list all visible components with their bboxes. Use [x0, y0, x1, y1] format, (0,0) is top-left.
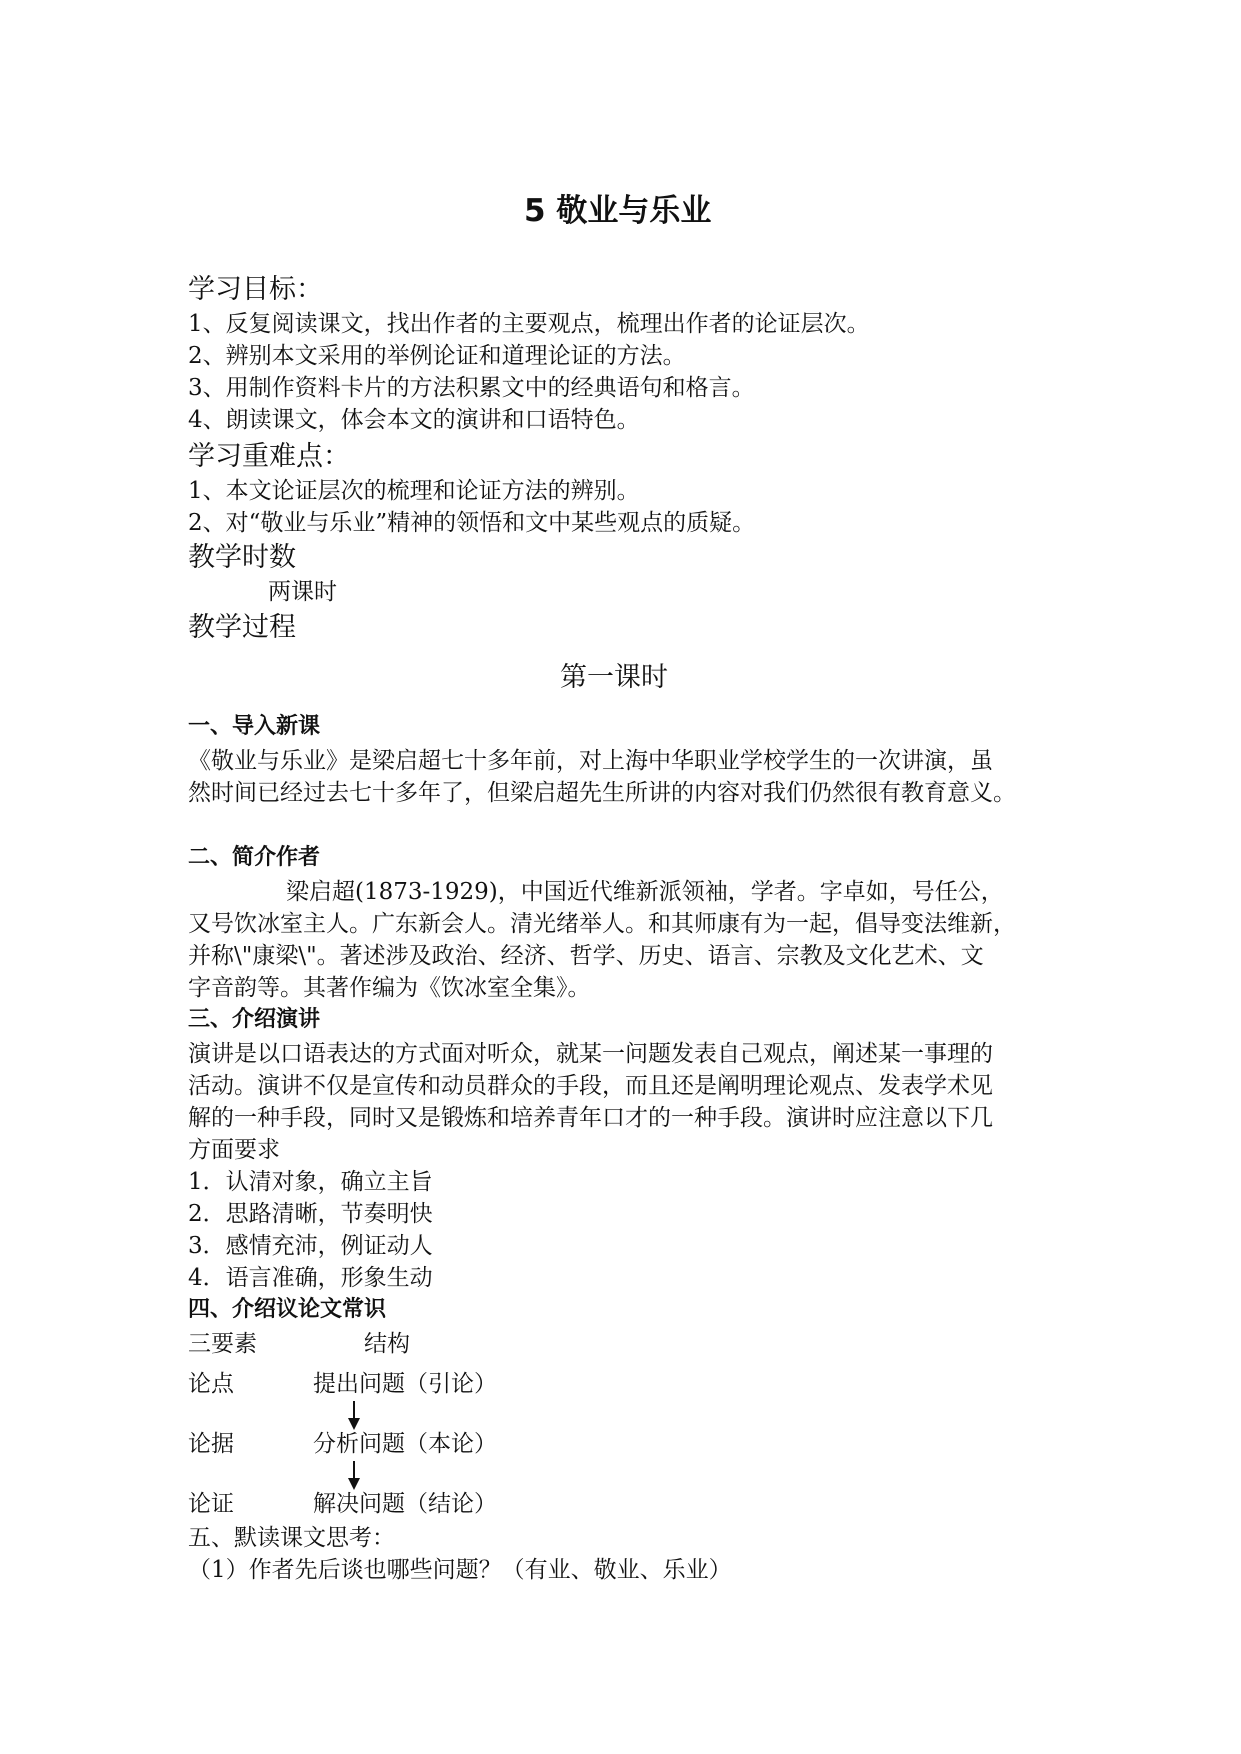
section-heading-speech: 三、介绍演讲	[188, 1007, 321, 1032]
speech-requirement: 4．语言准确，形象生动	[188, 1265, 433, 1291]
hours-heading: 教学时数	[188, 542, 296, 573]
author-line: 并称\"康梁\"。著述涉及政治、经济、哲学、历史、语言、宗教及文化艺术、文	[188, 943, 984, 969]
flow-arrow-down-icon	[348, 1478, 360, 1490]
document-title: 5 敬业与乐业	[524, 193, 712, 229]
intro-line: 《敬业与乐业》是梁启超七十多年前，对上海中华职业学校学生的一次讲演，虽	[188, 748, 993, 774]
author-line: 字音韵等。其著作编为《饮冰室全集》。	[188, 975, 591, 1001]
key-point-item: 2、对“敬业与乐业”精神的领悟和文中某些观点的质疑。	[188, 510, 756, 536]
hours-value: 两课时	[268, 579, 337, 605]
objective-item: 2、辨别本文采用的举例论证和道理论证的方法。	[188, 343, 686, 369]
flow-arrow-shaft	[353, 1401, 355, 1418]
speech-line: 活动。演讲不仅是宣传和动员群众的手段，而且还是阐明理论观点、发表学术见	[188, 1073, 993, 1099]
intro-line: 然时间已经过去七十多年了，但梁启超先生所讲的内容对我们仍然很有教育意义。	[188, 780, 1016, 806]
speech-line: 演讲是以口语表达的方式面对听众，就某一问题发表自己观点，阐述某一事理的	[188, 1041, 993, 1067]
section-heading-intro: 一、导入新课	[188, 714, 321, 739]
speech-requirement: 1．认清对象，确立主旨	[188, 1169, 433, 1195]
reading-question: （1）作者先后谈也哪些问题？（有业、敬业、乐业）	[188, 1557, 732, 1583]
essay-element: 论点	[188, 1371, 234, 1397]
essay-col-header-elements: 三要素	[188, 1331, 257, 1357]
essay-structure: 解决问题（结论）	[313, 1491, 497, 1517]
key-point-item: 1、本文论证层次的梳理和论证方法的辨别。	[188, 478, 640, 504]
lesson-title: 第一课时	[560, 662, 668, 693]
author-line: 梁启超(1873-1929)，中国近代维新派领袖，学者。字卓如，号任公，	[286, 879, 1004, 905]
objectives-heading: 学习目标：	[188, 274, 323, 305]
author-line: 又号饮冰室主人。广东新会人。清光绪举人。和其师康有为一起，倡导变法维新，	[188, 911, 1016, 937]
essay-structure: 分析问题（本论）	[313, 1431, 497, 1457]
objective-item: 3、用制作资料卡片的方法积累文中的经典语句和格言。	[188, 375, 755, 401]
speech-line: 方面要求	[188, 1137, 280, 1163]
flow-arrow-shaft	[353, 1461, 355, 1478]
essay-element: 论证	[188, 1491, 234, 1517]
objective-item: 1、反复阅读课文，找出作者的主要观点，梳理出作者的论证层次。	[188, 311, 870, 337]
essay-col-header-structure: 结构	[364, 1331, 410, 1357]
process-heading: 教学过程	[188, 612, 296, 643]
speech-line: 解的一种手段，同时又是锻炼和培养青年口才的一种手段。演讲时应注意以下几	[188, 1105, 993, 1131]
flow-arrow-down-icon	[348, 1418, 360, 1430]
section-heading-author: 二、简介作者	[188, 845, 321, 870]
section-heading-reading: 五、默读课文思考：	[188, 1525, 395, 1551]
speech-requirement: 3．感情充沛，例证动人	[188, 1233, 433, 1259]
section-heading-essay: 四、介绍议论文常识	[188, 1297, 387, 1322]
speech-requirement: 2．思路清晰，节奏明快	[188, 1201, 433, 1227]
essay-structure: 提出问题（引论）	[313, 1371, 497, 1397]
objective-item: 4、朗读课文，体会本文的演讲和口语特色。	[188, 407, 640, 433]
key-points-heading: 学习重难点：	[188, 441, 350, 472]
essay-element: 论据	[188, 1431, 234, 1457]
